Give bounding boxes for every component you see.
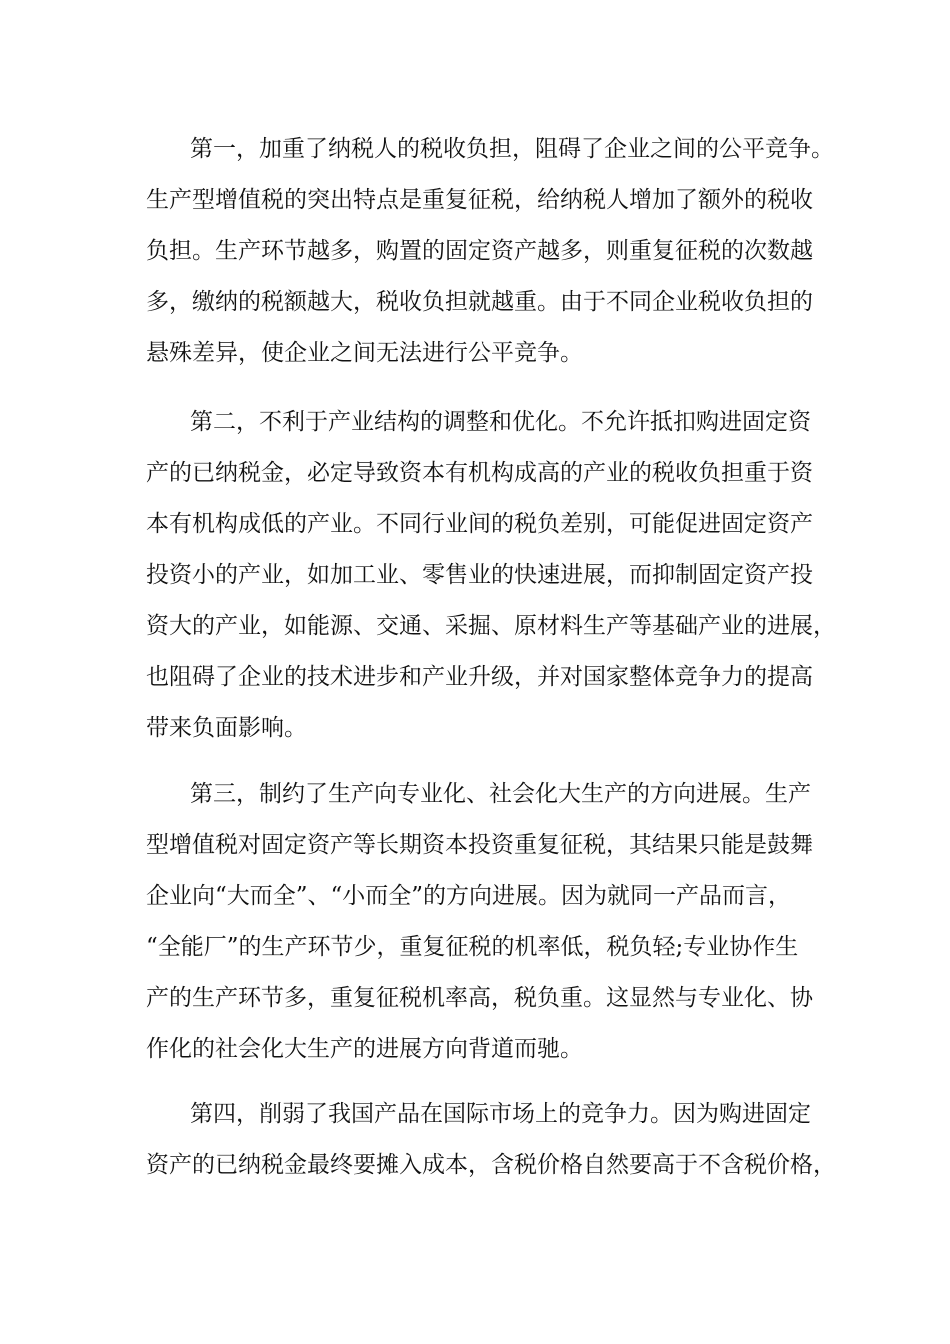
paragraph-line: 生产型增值税的突出特点是重复征税，给纳税人增加了额外的税收 <box>146 187 813 213</box>
paragraph-line: 多，缴纳的税额越大，税收负担就越重。由于不同企业税收负担的 <box>146 289 813 315</box>
paragraph-line: 第一，加重了纳税人的税收负担，阻碍了企业之间的公平竞争。 <box>190 136 834 162</box>
paragraph-line: 产的已纳税金，必定导致资本有机构成高的产业的税收负担重于资 <box>146 460 813 486</box>
paragraph-line: 第三，制约了生产向专业化、社会化大生产的方向进展。生产 <box>190 781 811 807</box>
paragraph-line: 企业向“大而全”、“小而全”的方向进展。因为就同一产品而言， <box>146 883 792 909</box>
paragraph-line: 也阻碍了企业的技术进步和产业升级，并对国家整体竞争力的提高 <box>146 664 813 690</box>
paragraph-3 <box>146 769 813 1075</box>
paragraph-line: 型增值税对固定资产等长期资本投资重复征税，其结果只能是鼓舞 <box>146 832 813 858</box>
paragraph-line: 第二，不利于产业结构的调整和优化。不允许抵扣购进固定资 <box>190 409 811 435</box>
paragraph-line: 悬殊差异，使企业之间无法进行公平竞争。 <box>146 340 583 366</box>
paragraph-1 <box>146 124 834 379</box>
paragraph-line: 带来负面影响。 <box>146 715 307 741</box>
paragraph-2 <box>146 397 836 754</box>
paragraph-line: 作化的社会化大生产的进展方向背道而驰。 <box>146 1036 583 1062</box>
paragraph-line: 负担。生产环节越多，购置的固定资产越多，则重复征税的次数越 <box>146 238 813 264</box>
paragraph-line: 资产的已纳税金最终要摊入成本，含税价格自然要高于不含税价格， <box>146 1152 836 1178</box>
paragraph-line: 投资小的产业，如加工业、零售业的快速进展，而抑制固定资产投 <box>146 562 813 588</box>
paragraph-4 <box>146 1089 836 1191</box>
paragraph-line: 资大的产业，如能源、交通、采掘、原材料生产等基础产业的进展， <box>146 613 836 639</box>
paragraph-line: 第四，削弱了我国产品在国际市场上的竞争力。因为购进固定 <box>190 1101 811 1127</box>
paragraph-line: “全能厂”的生产环节少，重复征税的机率低，税负轻;专业协作生 <box>146 934 799 960</box>
paragraph-line: 产的生产环节多，重复征税机率高，税负重。这显然与专业化、协 <box>146 985 813 1011</box>
paragraph-line: 本有机构成低的产业。不同行业间的税负差别，可能促进固定资产 <box>146 511 813 537</box>
